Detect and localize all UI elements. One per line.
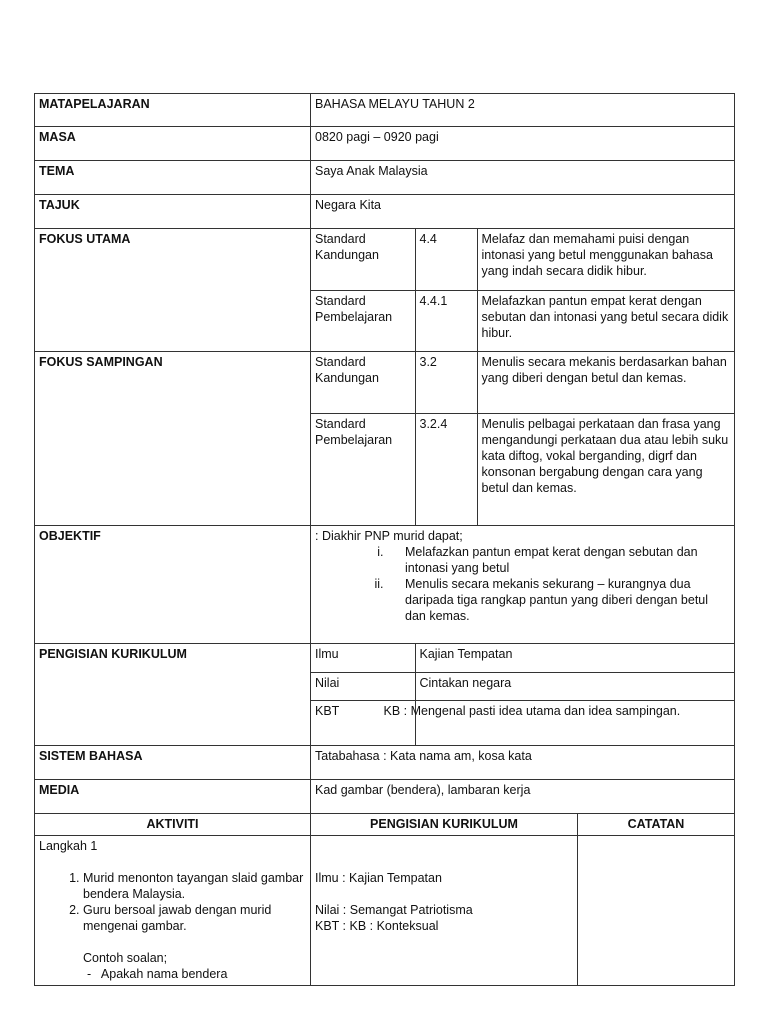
row-fokus-utama [35, 229, 735, 352]
step-item: 1. Murid menonton tayangan slaid gambar bendera Malaysia. [83, 870, 306, 902]
label-fokus-sampingan: FOKUS SAMPINGAN [35, 352, 311, 526]
label-fokus-utama: FOKUS UTAMA [35, 229, 311, 352]
header-pengisian-kurikulum: PENGISIAN KURIKULUM [311, 814, 578, 836]
value-tajuk: Negara Kita [311, 195, 735, 229]
fu-sk-code: 4.4 [415, 229, 477, 290]
fu-sk-desc: Melafaz dan memahami puisi dengan intonasi yang betul menggunakan bahasa yang indah secara didik hibur. [477, 229, 734, 290]
fs-sk-type: Standard Kandungan [311, 352, 415, 413]
label-media: MEDIA [35, 780, 311, 814]
langkah-1-pk-ilmu: Ilmu : Kajian Tempatan [315, 871, 442, 885]
row-fokus-sampingan [35, 352, 735, 526]
pk-ilmu-value: Kajian Tempatan [415, 644, 734, 672]
objektif-list [315, 544, 730, 624]
value-media: Kad gambar (bendera), lambaran kerja [311, 780, 735, 814]
step-item: 2. Guru bersoal jawab dengan murid mengenai gambar. [83, 902, 306, 934]
label-pengisian-kurikulum: PENGISIAN KURIKULUM [35, 644, 311, 746]
row-media [35, 780, 735, 814]
header-catatan: CATATAN [578, 814, 735, 836]
fs-sp-code: 3.2.4 [415, 413, 477, 525]
fu-sp-type: Standard Pembelajaran [311, 290, 415, 351]
langkah-1-catatan [578, 836, 735, 986]
objektif-content [311, 526, 735, 644]
row-masa [35, 127, 735, 161]
value-tema: Saya Anak Malaysia [311, 161, 735, 195]
label-objektif: OBJEKTIF [35, 526, 311, 644]
header-aktiviti: AKTIVITI [35, 814, 311, 836]
objektif-item: i. Melafazkan pantun empat kerat dengan sebutan dan intonasi yang betul [387, 544, 730, 576]
row-sistem-bahasa [35, 746, 735, 780]
pengisian-table [311, 644, 734, 745]
question-item: - Apakah nama bendera [87, 966, 306, 982]
value-masa: 0820 pagi – 0920 pagi [311, 127, 735, 161]
langkah-1-pk-nilai: Nilai : Semangat Patriotisma [315, 903, 473, 917]
label-sistem-bahasa: SISTEM BAHASA [35, 746, 311, 780]
contoh-soalan-label: Contoh soalan; [83, 951, 168, 965]
pk-kbt-key: KBT [311, 700, 415, 745]
pk-nilai-value: Cintakan negara [415, 672, 734, 700]
fs-sp-type: Standard Pembelajaran [311, 413, 415, 525]
fs-sk-code: 3.2 [415, 352, 477, 413]
fs-sk-desc: Menulis secara mekanis berdasarkan bahan yang diberi dengan betul dan kemas. [477, 352, 734, 413]
langkah-1-title: Langkah 1 [39, 839, 98, 853]
langkah-1-aktiviti [35, 836, 311, 986]
objektif-intro: : Diakhir PNP murid dapat; [315, 529, 463, 543]
fu-sp-desc: Melafazkan pantun empat kerat dengan sebutan dan intonasi yang betul secara didik hibur. [477, 290, 734, 351]
lesson-plan-table [34, 93, 735, 986]
objektif-item: ii. Menulis secara mekanis sekurang – kurangnya dua daripada tiga rangkap pantun yang diberi dengan betul dan kemas. [387, 576, 730, 624]
fu-sk-type: Standard Kandungan [311, 229, 415, 290]
question-list [39, 966, 306, 982]
fs-sp-desc: Menulis pelbagai perkataan dan frasa yang mengandungi perkataan dua atau lebih suku kata diftog, vokal berganding, digrf dan konsonan bergabung dengan cara yang betul dan kemas. [477, 413, 734, 525]
langkah-1-row [35, 836, 735, 986]
row-objektif [35, 526, 735, 644]
row-tajuk [35, 195, 735, 229]
langkah-1-pk-kbt: KBT : KB : Konteksual [315, 919, 439, 933]
value-matapelajaran: BAHASA MELAYU TAHUN 2 [311, 94, 735, 127]
row-tema [35, 161, 735, 195]
label-matapelajaran: MATAPELAJARAN [35, 94, 311, 127]
fu-sp-code: 4.4.1 [415, 290, 477, 351]
label-tajuk: TAJUK [35, 195, 311, 229]
row-pengisian-kurikulum [35, 644, 735, 746]
langkah-1-steps [39, 870, 306, 934]
langkah-1-pengisian [311, 836, 578, 986]
label-tema: TEMA [35, 161, 311, 195]
row-matapelajaran [35, 94, 735, 127]
fokus-sampingan-table [311, 352, 734, 525]
pk-ilmu-key: Ilmu [311, 644, 415, 672]
value-sistem-bahasa: Tatabahasa : Kata nama am, kosa kata [311, 746, 735, 780]
fokus-utama-table [311, 229, 734, 351]
activity-header-row [35, 814, 735, 836]
pk-kbt-value: KB : Mengenal pasti idea utama dan idea sampingan. [415, 700, 734, 745]
label-masa: MASA [35, 127, 311, 161]
pk-nilai-key: Nilai [311, 672, 415, 700]
